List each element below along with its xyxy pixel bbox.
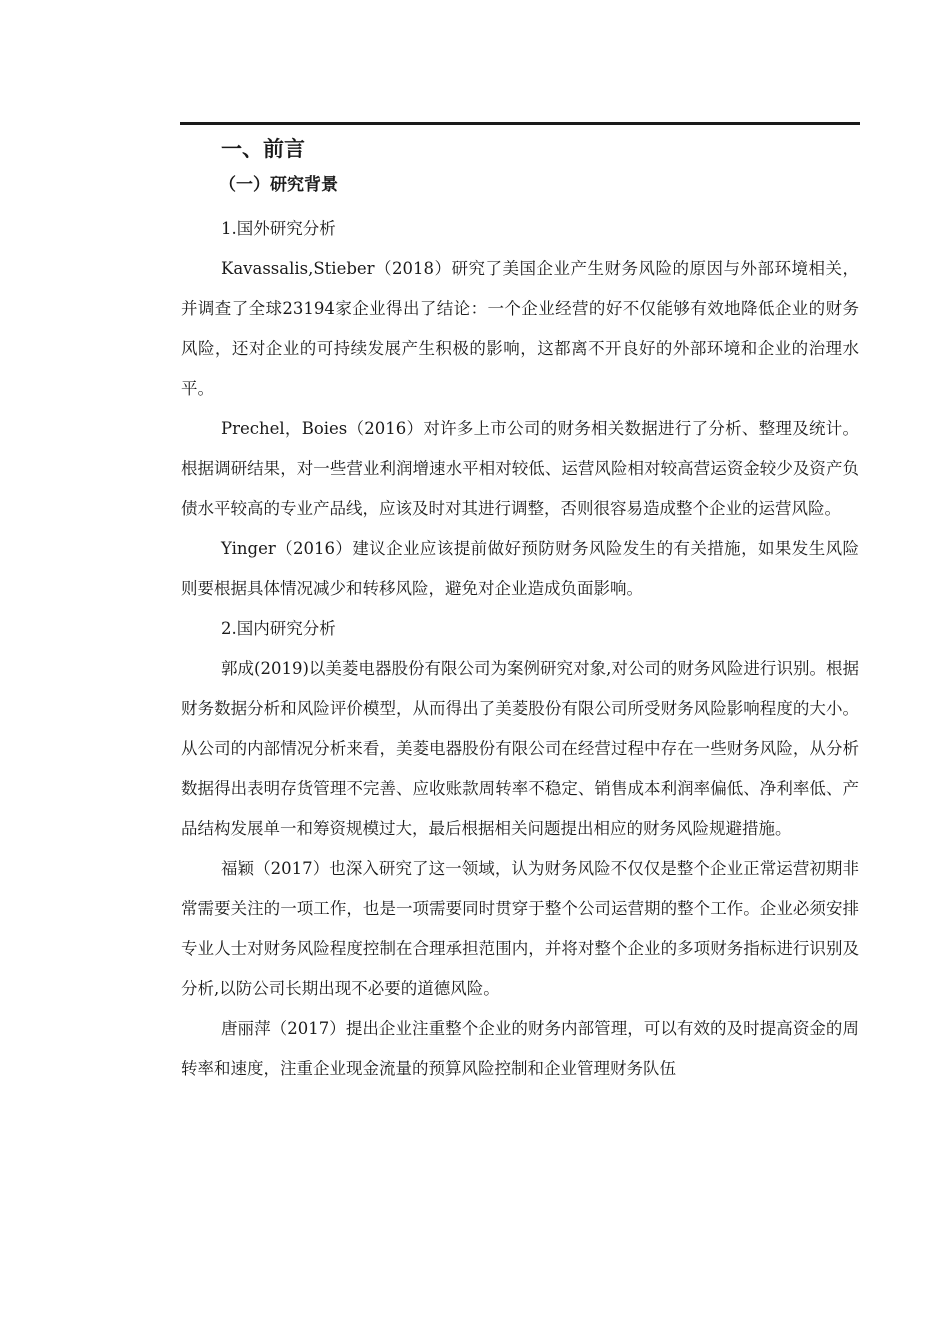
paragraph: Kavassalis,Stieber（2018）研究了美国企业产生财务风险的原因与外部环境相关，并调查了全球23194家企业得出了结论：一个企业经营的好不仅能够有效地降低企业的财务风险，还对企业的可持续发展产生积极的影响，这都离不开良好的外部环境和企业的治理水平。	[181, 259, 859, 398]
chapter-heading: 一、前言	[221, 137, 305, 161]
header-rule	[180, 122, 860, 125]
paragraph: Yinger（2016）建议企业应该提前做好预防财务风险发生的有关措施，如果发生风险则要根据具体情况减少和转移风险，避免对企业造成负面影响。	[181, 539, 859, 598]
paragraph: 福颖（2017）也深入研究了这一领域，认为财务风险不仅仅是整个企业正常运营初期非常需要关注的一项工作，也是一项需要同时贯穿于整个公司运营期的整个工作。企业必须安排专业人士对财务风险程度控制在合理承担范围内，并将对整个企业的多项财务指标进行识别及分析,以防公司长期出现不必要的道德风险。	[181, 859, 859, 998]
subsection-heading-domestic: 2.国内研究分析	[221, 619, 336, 638]
paragraph: Prechel，Boies（2016）对许多上市公司的财务相关数据进行了分析、整理及统计。根据调研结果，对一些营业利润增速水平相对较低、运营风险相对较高营运资金较少及资产负债水平较高的专业产品线，应该及时对其进行调整，否则很容易造成整个企业的运营风险。	[181, 419, 859, 518]
document-body	[181, 133, 859, 1089]
paragraph: 郭成(2019)以美菱电器股份有限公司为案例研究对象,对公司的财务风险进行识别。根据财务数据分析和风险评价模型，从而得出了美菱股份有限公司所受财务风险影响程度的大小。从公司的内部情况分析来看，美菱电器股份有限公司在经营过程中存在一些财务风险，从分析数据得出表明存货管理不完善、应收账款周转率不稳定、销售成本利润率偏低、净利率低、产品结构发展单一和筹资规模过大，最后根据相关问题提出相应的财务风险规避措施。	[181, 659, 859, 838]
paragraph: 唐丽萍（2017）提出企业注重整个企业的财务内部管理，可以有效的及时提高资金的周转率和速度，注重企业现金流量的预算风险控制和企业管理财务队伍	[181, 1019, 859, 1078]
section-heading: （一）研究背景	[219, 175, 338, 195]
subsection-heading-foreign: 1.国外研究分析	[221, 219, 336, 238]
